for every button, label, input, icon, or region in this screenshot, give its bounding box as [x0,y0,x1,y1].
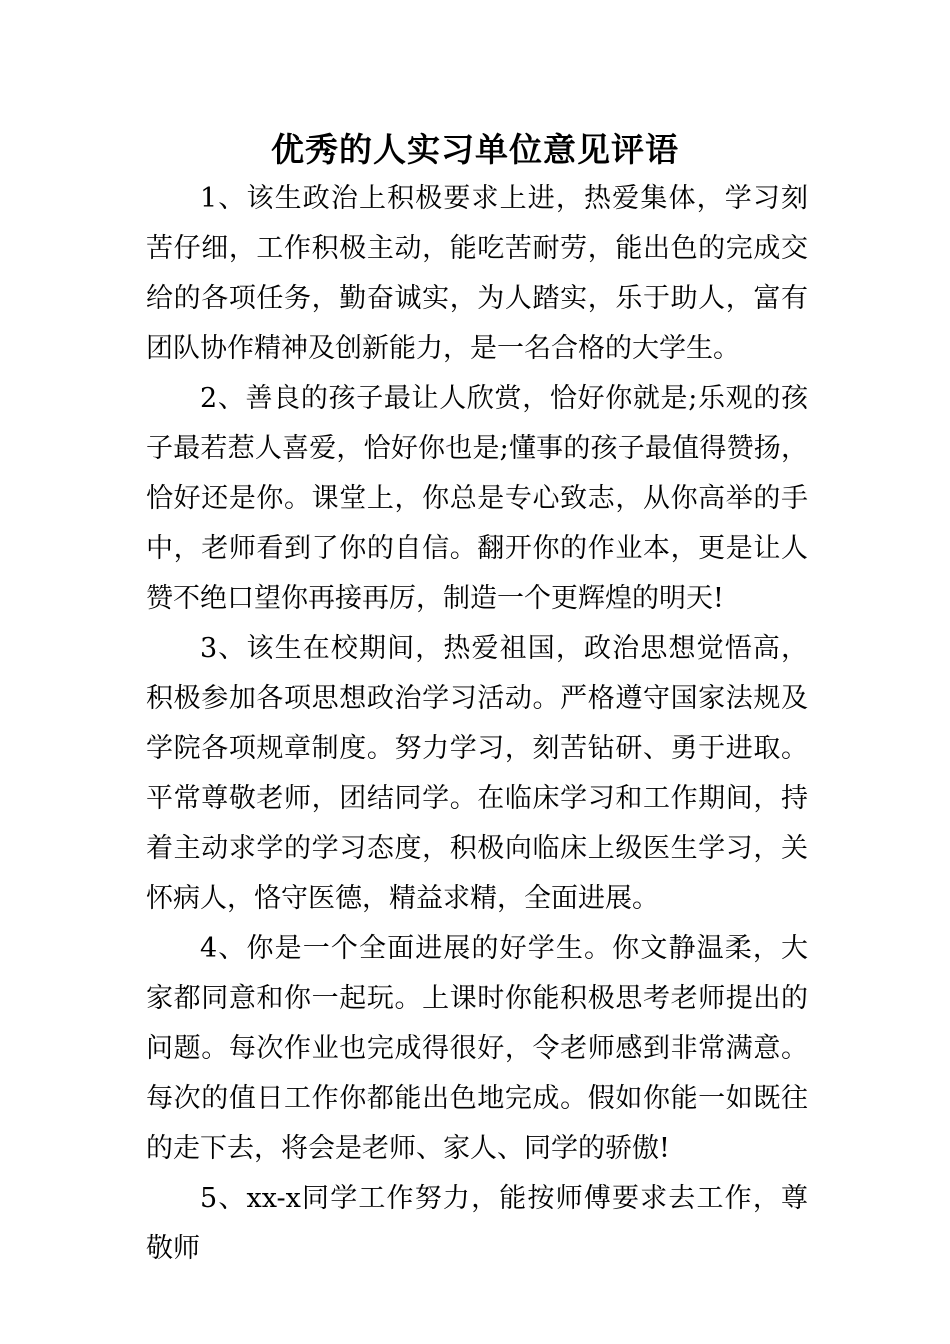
paragraph-4: 4、你是一个全面进展的好学生。你文静温柔，大家都同意和你一起玩。上课时你能积极思考老师提出的问题。每次作业也完成得很好，令老师感到非常满意。每次的值日工作你都能出色地完成。假如你能一如既往的走下去，将会是老师、家人、同学的骄傲! [146,933,808,1164]
paragraph-1: 1、该生政治上积极要求上进，热爱集体，学习刻苦仔细，工作积极主动，能吃苦耐劳，能出色的完成交给的各项任务，勤奋诚实，为人踏实，乐于助人，富有团队协作精神及创新能力，是一名合格的大学生。 [146,183,808,364]
document-title: 优秀的人实习单位意见评语 [271,130,679,169]
document-body [146,174,808,1274]
paragraph-2: 2、善良的孩子最让人欣赏，恰好你就是;乐观的孩子最若惹人喜爱，恰好你也是;懂事的孩子最值得赞扬，恰好还是你。课堂上，你总是专心致志，从你高举的手中，老师看到了你的自信。翻开你的作业本，更是让人赞不绝口望你再接再厉，制造一个更辉煌的明天! [146,383,808,614]
paragraph-3: 3、该生在校期间，热爱祖国，政治思想觉悟高，积极参加各项思想政治学习活动。严格遵守国家法规及学院各项规章制度。努力学习，刻苦钻研、勇于进取。平常尊敬老师，团结同学。在临床学习和工作期间，持着主动求学的学习态度，积极向临床上级医生学习，关怀病人，恪守医德，精益求精，全面进展。 [146,633,808,914]
paragraph-5: 5、xx-x同学工作努力，能按师傅要求去工作，尊敬师 [146,1183,808,1264]
